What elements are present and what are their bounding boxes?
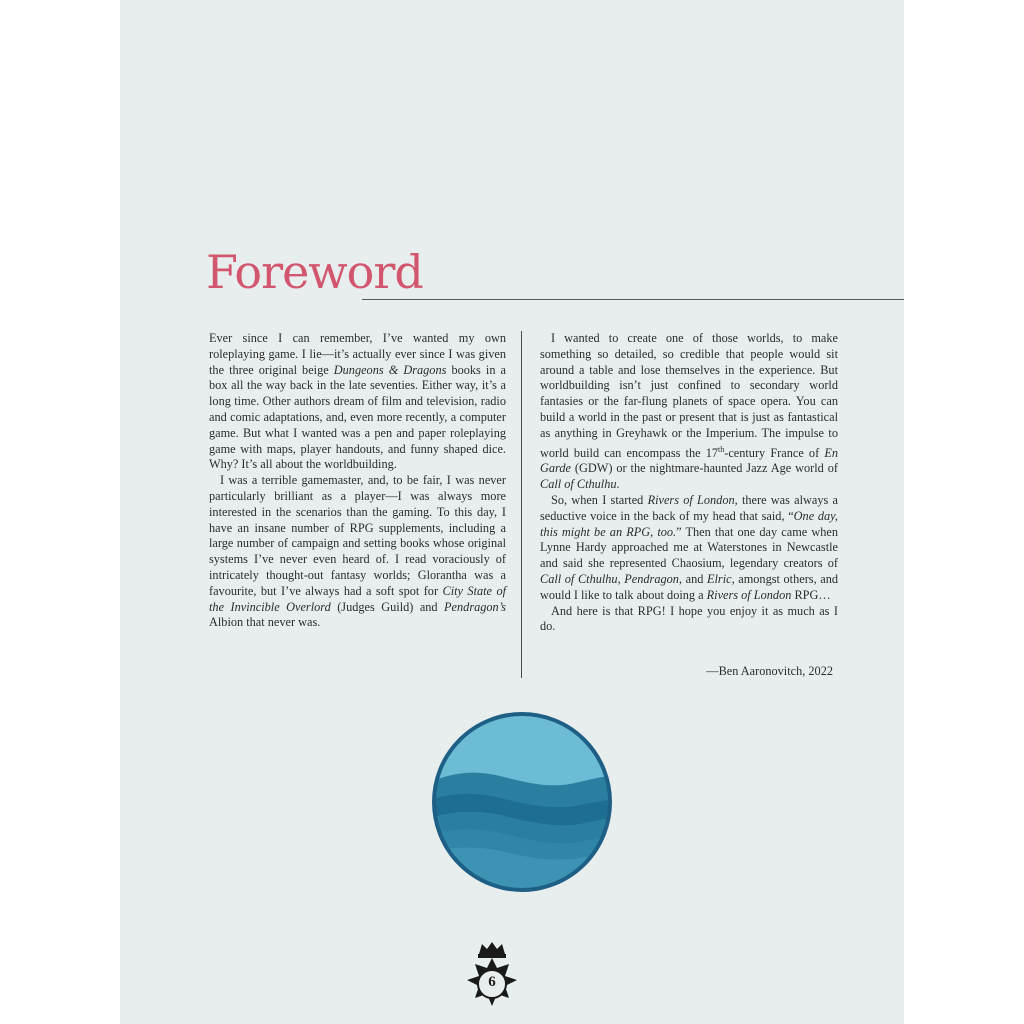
paragraph: I wanted to create one of those worlds, to make something so detailed, so credible that people would sit around a table and lose themselves in the experience. But worldbuilding isn’t just confined to secondary world fantasies or the far-flung planets of space opera. You can build a world in the past or present that is just as fantastical as anything in Greyhawk or the Imperium. The impulse to world build can encompass the 17th-century France of En Garde (GDW) or the nightmare-haunted Jazz Age world of Call of Cthulhu. (540, 331, 838, 492)
left-text-column (209, 331, 506, 631)
column-divider (521, 331, 522, 678)
paragraph: Ever since I can remember, I’ve wanted my own roleplaying game. I lie—it’s actually ever since I was given the three original beige Dungeons & Dragons books in a box all the way back in the late seventies. Either way, it’s a long time. Other authors dream of film and television, radio and comic adaptations, and, even more recently, a computer game. But what I wanted was a pen and paper roleplaying game with maps, player handouts, and funny shaped dice. Why? It’s all about the worldbuilding. (209, 331, 507, 472)
right-text-column (540, 331, 838, 635)
river-waves-circle-icon (430, 710, 614, 894)
paragraph: So, when I started Rivers of London, there was always a seductive voice in the back of my head that said, “One day, this might be an RPG, too.” Then that one day came when Lynne Hardy approached me at Waterstones in Newcastle and said she represented Chaosium, legendary creators of Call of Cthulhu, Pendragon, and Elric, amongst others, and would I like to talk about doing a Rivers of London RPG… (540, 493, 839, 602)
title-underline (362, 299, 904, 300)
document-page (120, 0, 904, 1024)
page-number: 6 (488, 974, 496, 990)
page-title: Foreword (206, 245, 423, 299)
author-signature: —Ben Aaronovitch, 2022 (706, 664, 833, 678)
paragraph: I was a terrible gamemaster, and, to be fair, I was never particularly brilliant as a player—I was always more interested in the scenarios than the gaming. To this day, I have an insane number of RPG supplements, including a large number of campaign and setting books whose original systems I’ve never even heard of. I read voraciously of intricately thought-out fantasy worlds; Glorantha was a favourite, but I’ve always had a soft spot for City State of the Invincible Overlord (Judges Guild) and Pendragon’s Albion that never was. (209, 473, 507, 630)
paragraph: And here is that RPG! I hope you enjoy it as much as I do. (540, 603, 838, 634)
